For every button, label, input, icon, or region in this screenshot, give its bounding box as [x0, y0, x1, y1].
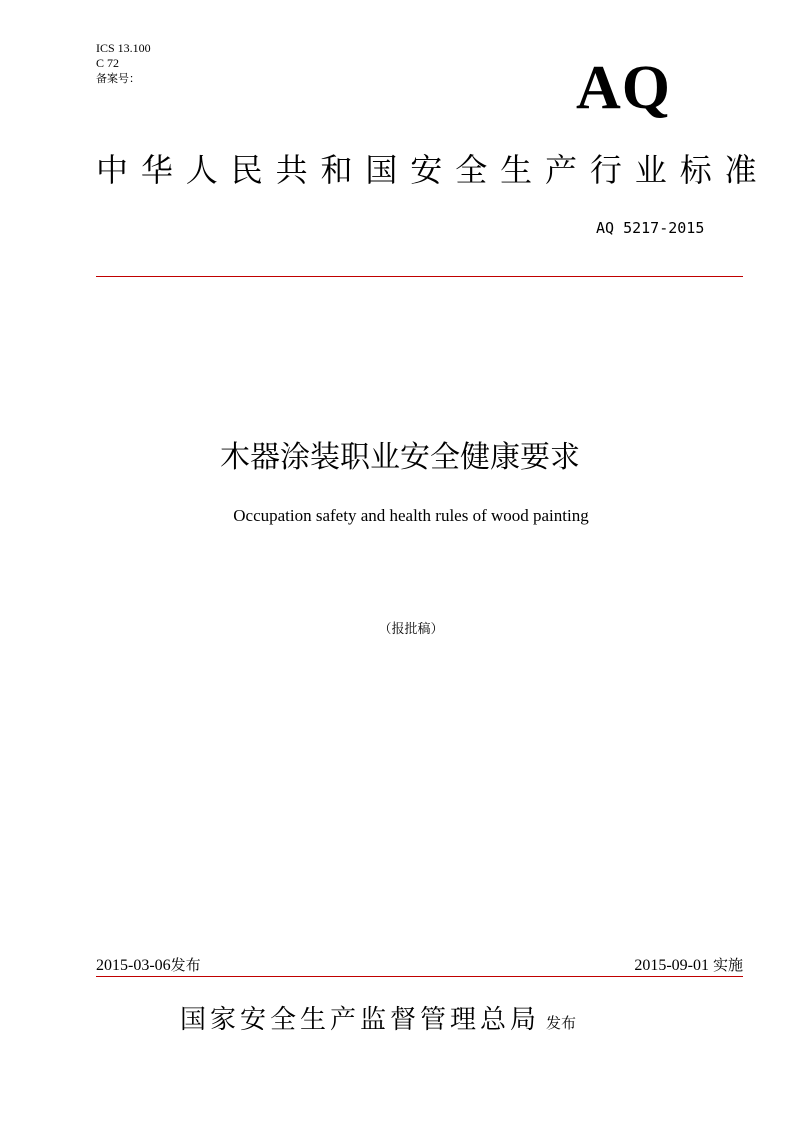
draft-status: （报批稿）: [378, 622, 444, 637]
top-divider: [96, 276, 743, 277]
standard-category-title: 中华人民共和国安全生产行业标准: [96, 151, 770, 189]
effective-date: 2015-09-01: [634, 957, 709, 974]
publish-label: 发布: [170, 956, 201, 974]
publisher-action: 发布: [546, 1014, 577, 1032]
standard-code: AQ 5217-2015: [596, 219, 705, 237]
publish-date-line: [96, 955, 201, 976]
ccs-code: C 72: [96, 56, 120, 70]
publish-date: 2015-03-06: [96, 957, 171, 974]
bottom-divider: [96, 976, 743, 977]
effective-date-line: [634, 955, 743, 976]
filing-number-label: 备案号：: [96, 72, 140, 85]
aq-logo: AQ: [576, 54, 671, 122]
document-title: 木器涂装职业安全健康要求: [220, 440, 580, 475]
ics-code: ICS 13.100: [96, 41, 151, 55]
publisher-line: [180, 1002, 576, 1041]
document-title-english: Occupation safety and health rules of wood painting: [233, 506, 589, 525]
classification-block: [96, 41, 151, 86]
publisher-organization: 国家安全生产监督管理总局: [180, 1005, 541, 1035]
effective-label: 实施: [712, 956, 743, 974]
